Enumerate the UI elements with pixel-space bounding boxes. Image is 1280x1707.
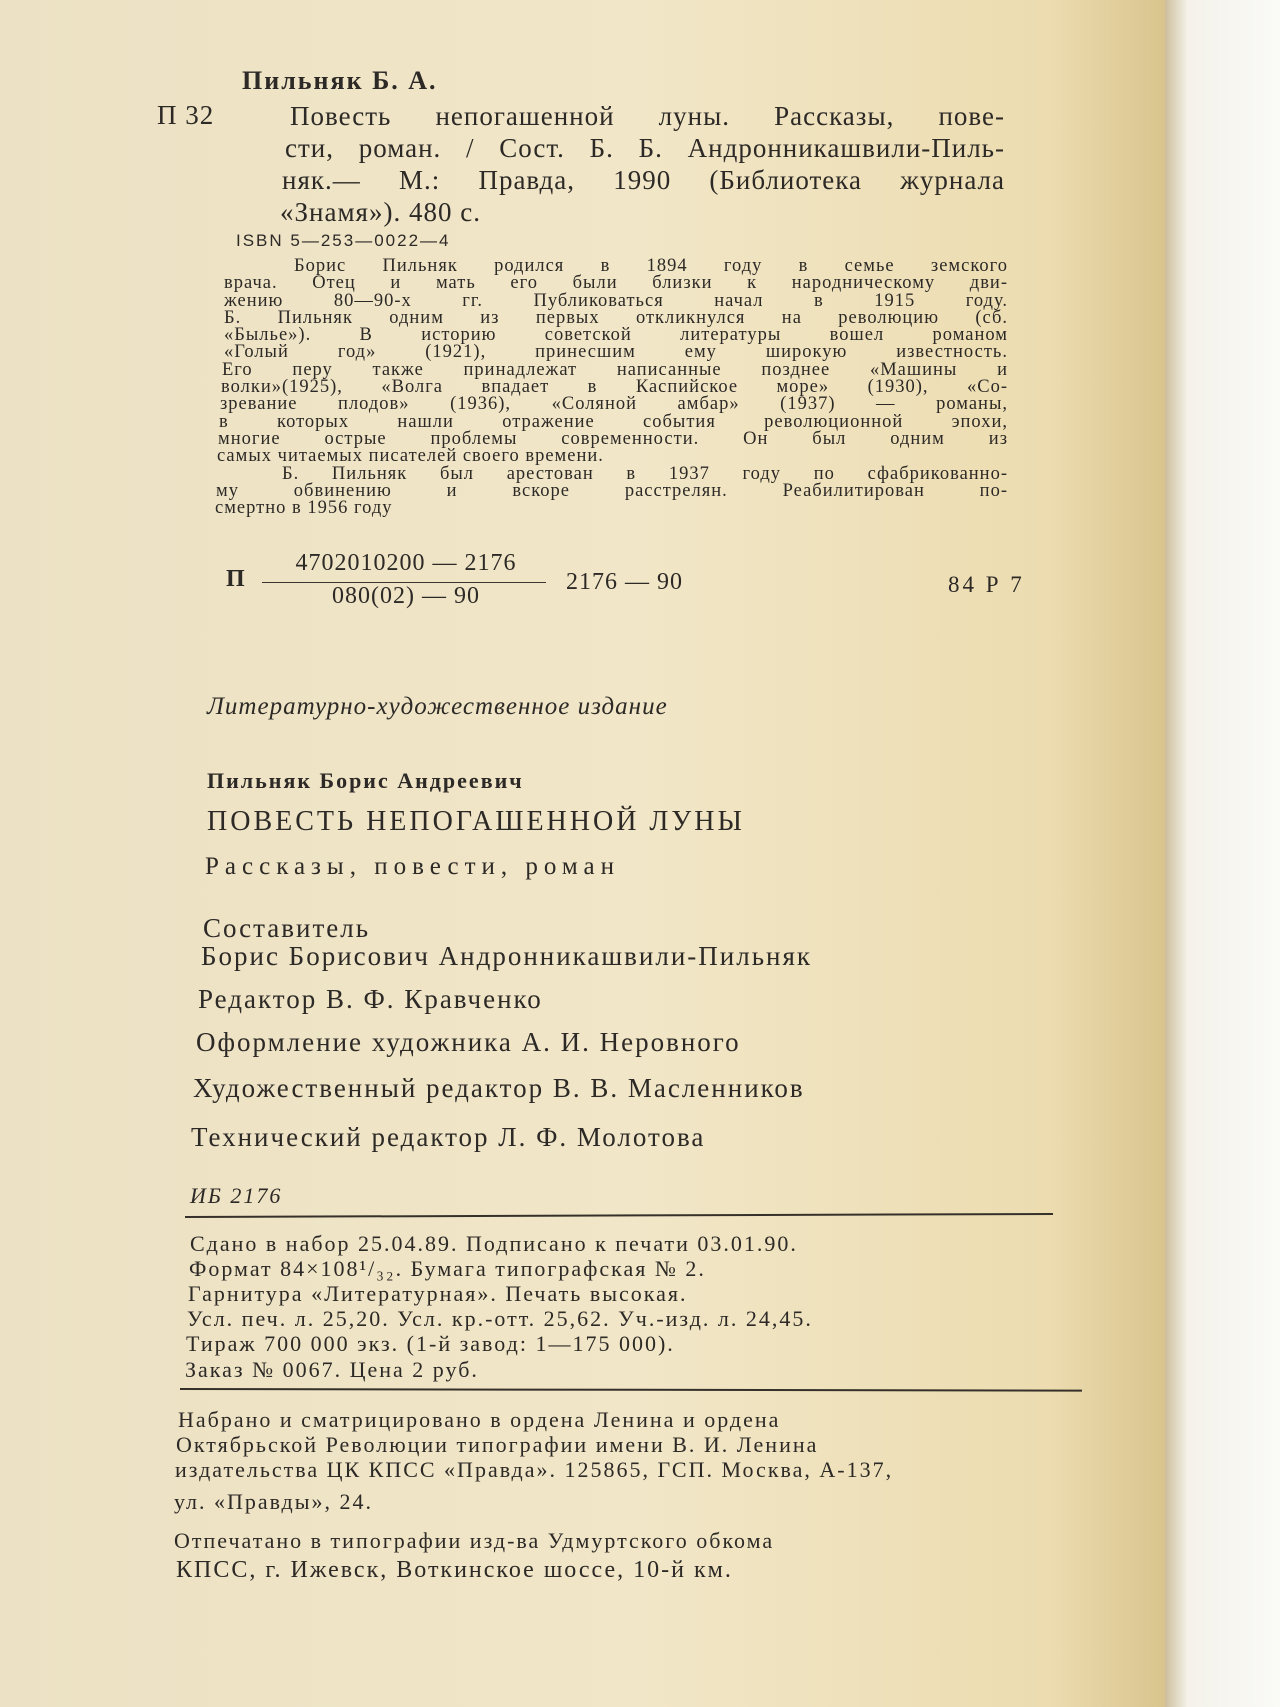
annotation-line: в которых нашли отражение события революционной эпохи, [219,411,1008,432]
book-title: ПОВЕСТЬ НЕПОГАШЕННОЙ ЛУНЫ [207,806,745,837]
imprint-line: Гарнитура «Литературная». Печать высокая. [188,1281,688,1306]
imprint-line: Сдано в набор 25.04.89. Подписано к печати 03.01.90. [190,1231,798,1256]
tech-editor-credit: Технический редактор Л. Ф. Молотова [191,1122,706,1152]
biblio-line: Повесть непогашенной луны. Рассказы, пове- [290,101,1005,131]
annotation-line: зревание плодов» (1936), «Соляной амбар» (1937) — романы, [220,394,1008,415]
design-credit: Оформление художника А. И. Неровного [196,1027,741,1057]
typeset-line: издательства ЦК КПСС «Правда». 125865, ГСП. Москва, А-137, [175,1457,894,1482]
annotation-line: многие острые проблемы современности. Он был одним из [218,428,1008,449]
biblio-line: «Знамя»). 480 с. [280,197,481,227]
index-order-code: 2176 — 90 [566,569,683,595]
annotation-line: смертно в 1956 году [215,498,393,519]
annotation [215,256,1008,519]
printed-line: КПСС, г. Ижевск, Воткинское шоссе, 10-й км. [176,1557,733,1583]
typeset-line: Октябрьской Революции типографии имени В. И. Ленина [176,1432,819,1457]
classification-code: П 32 [157,100,215,130]
imprint-line: Формат 84×108¹/₃₂. Бумага типографская № 2. [189,1256,706,1281]
annotation-line: Борис Пильняк родился в 1894 году в семье земского [294,256,1008,276]
imprint-bottom-rule [180,1388,1082,1392]
annotation-line: самых читаемых писателей своего времени. [217,446,604,467]
editor-credit: Редактор В. Ф. Кравченко [198,984,543,1014]
imprint-line: Заказ № 0067. Цена 2 руб. [185,1357,479,1382]
index-prefix: П [226,566,245,592]
annotation-line: Его перу также принадлежат написанные позднее «Машины и [222,359,1008,380]
annotation-line: му обвинению и вскоре расстрелян. Реабилитирован по- [216,480,1008,501]
book-subtitle: Рассказы, повести, роман [205,853,621,880]
bibliographic-description [280,100,1005,228]
biblio-line: няк.— М.: Правда, 1990 (Библиотека журнала [282,165,1005,195]
catalog-author-heading: Пильняк Б. А. [242,66,438,95]
annotation-line: «Голый год» (1921), принесшим ему широкую известность. [224,342,1008,363]
annotation-line: «Былье»). В историю советской литературы вошел романом [224,325,1008,346]
ib-number: ИБ 2176 [190,1183,283,1208]
isbn: ISBN 5—253—0022—4 [236,231,451,250]
annotation-line: Б. Пильняк был арестован в 1937 году по сфабрикованно- [282,463,1008,484]
adjacent-page-edge [1165,0,1280,1707]
imprint-top-rule [185,1213,1053,1218]
biblio-line: сти, роман. / Сост. Б. Б. Андронникашвили-Пиль- [285,133,1005,163]
imprint-line: Тираж 700 000 экз. (1-й завод: 1—175 000). [186,1331,675,1356]
typeset-line: Набрано и сматрицировано в ордена Ленина и ордена [178,1407,781,1432]
compiler-name: Борис Борисович Андронникашвили-Пильняк [201,941,812,971]
annotation-line: жению 80—90-х гг. Публиковаться начал в 1915 году. [224,290,1008,311]
annotation-line: волки»(1925), «Волга впадает в Каспийское море» (1930), «Со- [221,377,1008,398]
annotation-line: Б. Пильняк одним из первых откликнулся на революцию (сб. [224,307,1008,328]
bbk-code: 84 Р 7 [948,572,1025,597]
imprint-line: Усл. печ. л. 25,20. Усл. кр.-отт. 25,62. Уч.-изд. л. 24,45. [187,1306,813,1331]
annotation-line: врача. Отец и мать его были близки к народническому дви- [224,273,1008,294]
author-full-name: Пильняк Борис Андреевич [207,768,524,793]
art-editor-credit: Художественный редактор В. В. Масленников [193,1073,805,1103]
index-numerator: 4702010200 — 2176 [295,550,517,576]
edition-genre: Литературно-художественное издание [207,693,668,720]
typeset-line: ул. «Правды», 24. [174,1489,373,1514]
printed-line: Отпечатано в типографии изд-ва Удмуртского обкома [174,1528,775,1553]
compiler-label: Составитель [203,913,371,943]
index-denominator: 080(02) — 90 [332,583,480,609]
